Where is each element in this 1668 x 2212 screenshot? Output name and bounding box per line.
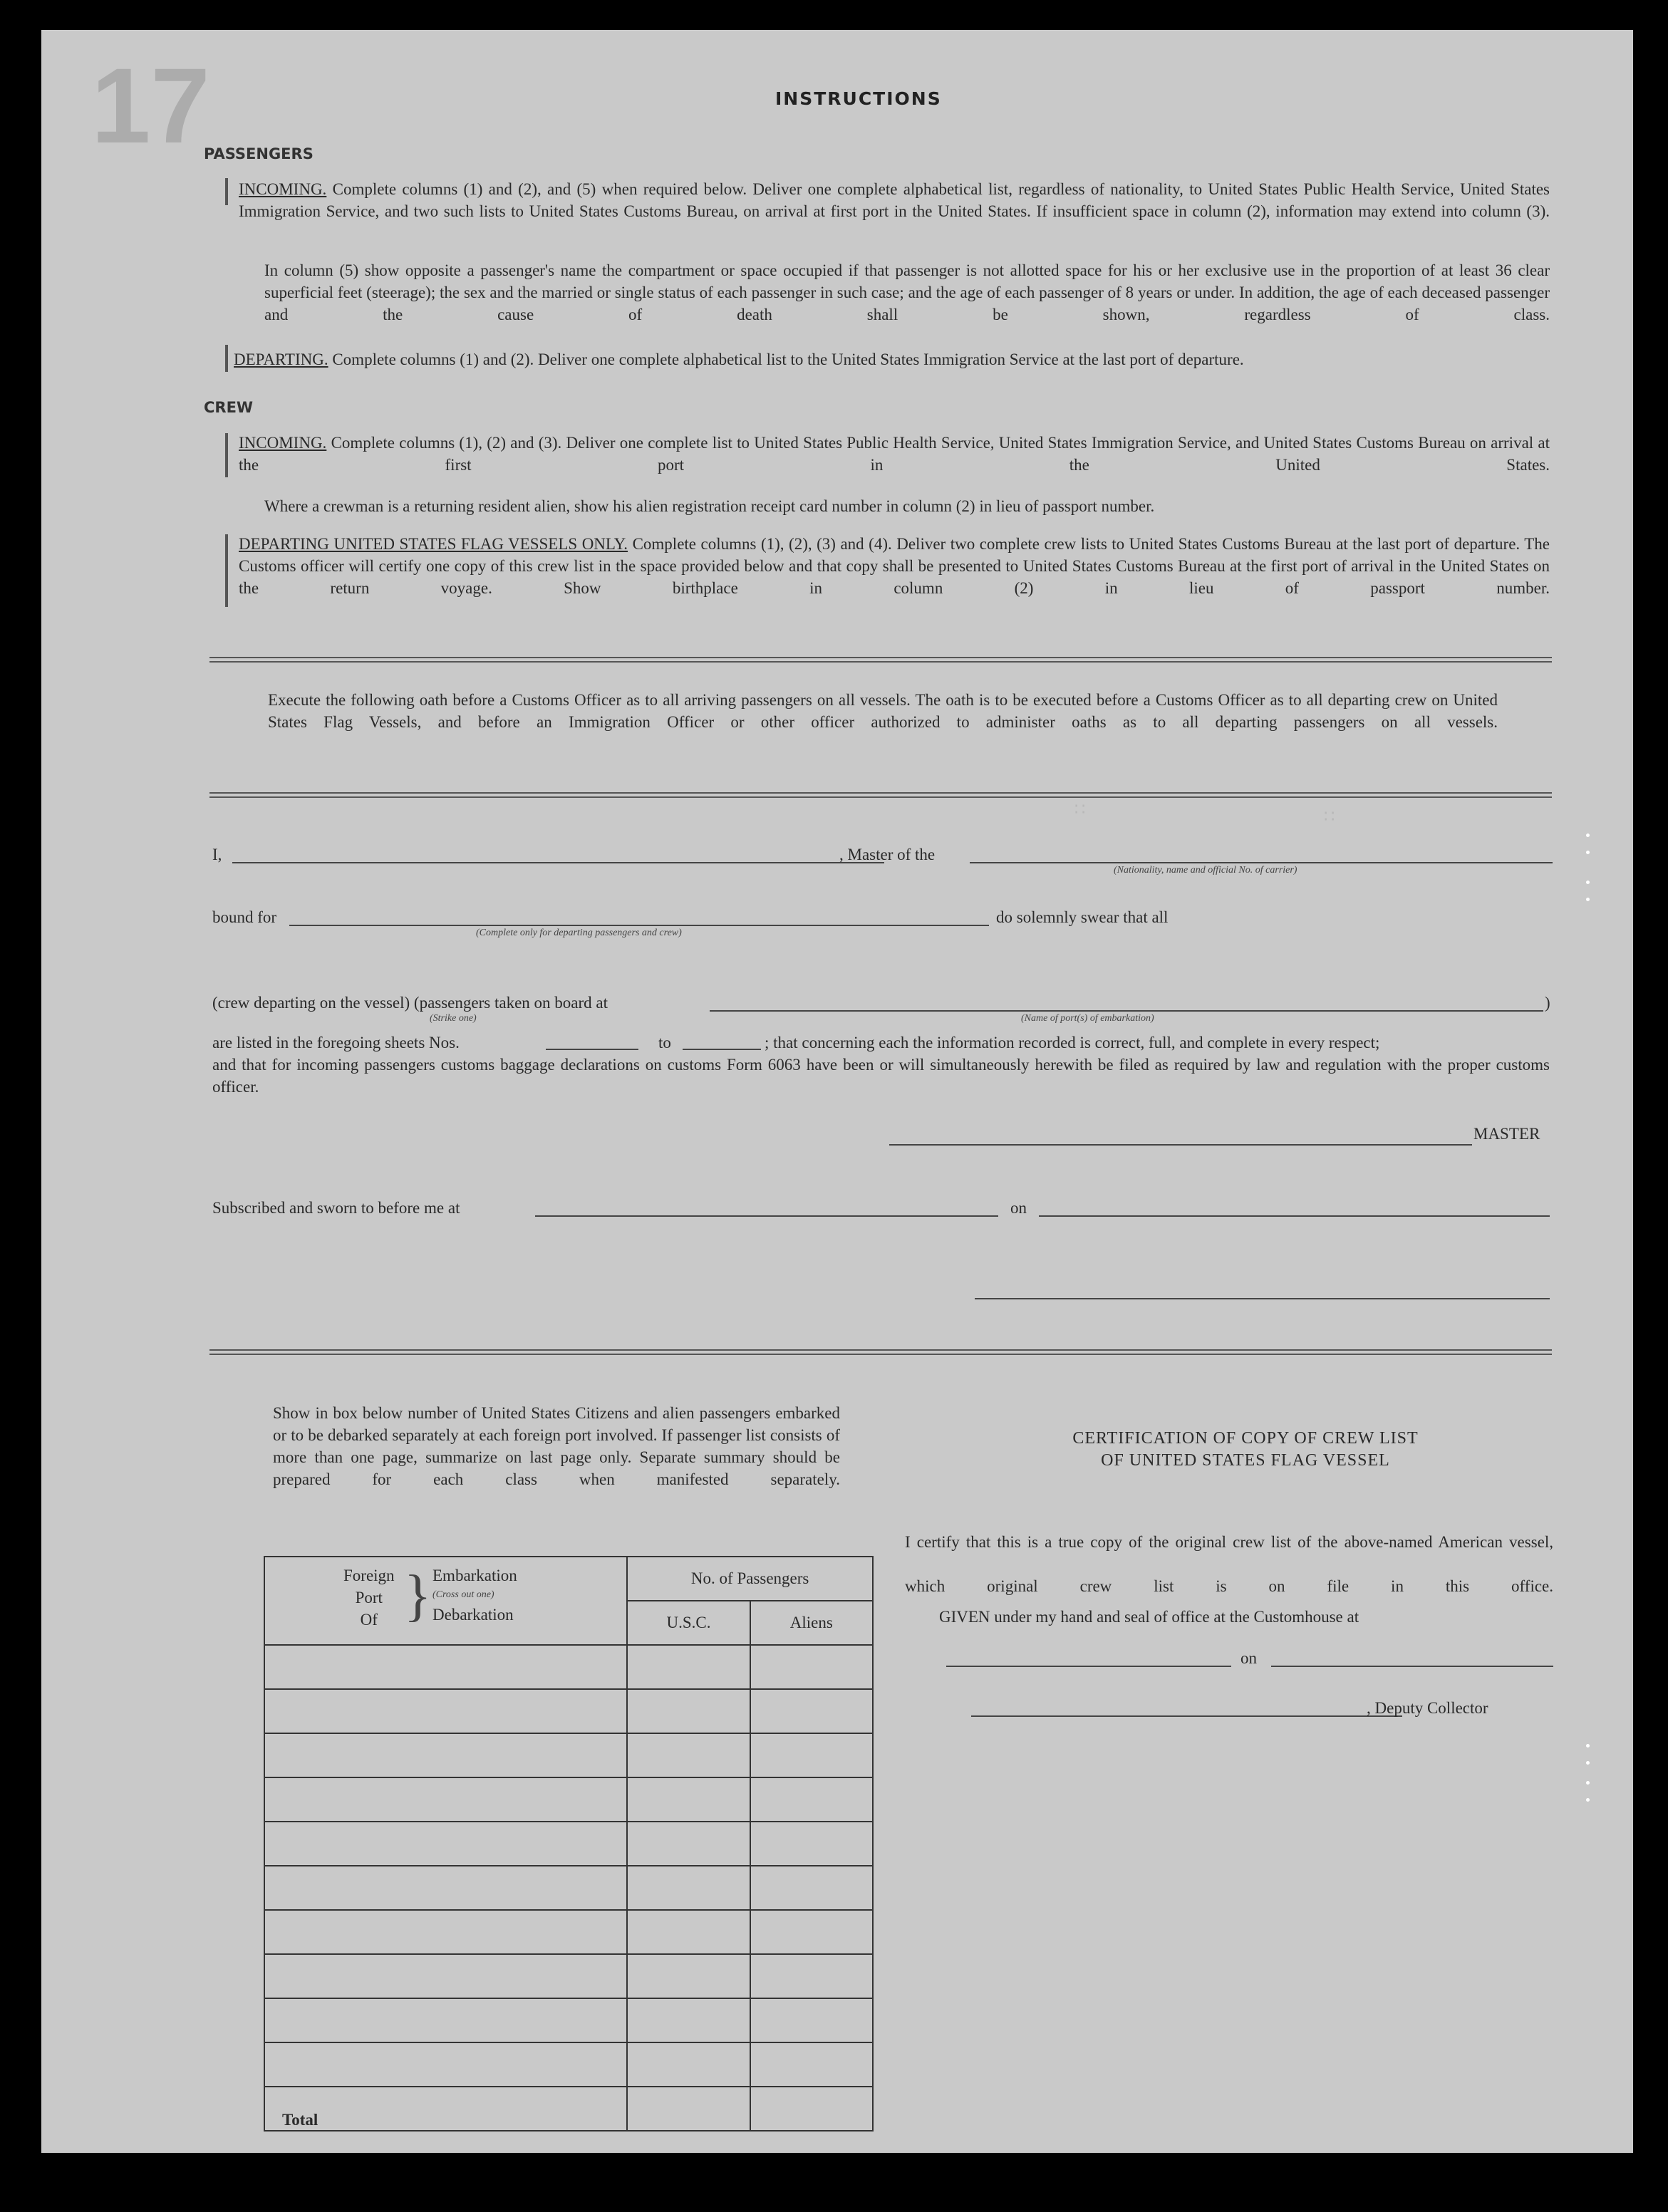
aliens-cell[interactable] xyxy=(750,1866,873,1910)
passengers-incoming-label: INCOMING. xyxy=(239,180,327,198)
crew-incoming-text: Complete columns (1), (2) and (3). Deliver one complete list to United States Public Health Service, United States Immigration Service, and United States Customs Bureau on arrival at the first port in the United States. xyxy=(239,434,1550,474)
oath-listed-b: ; that concerning each the information recorded is correct, full, and complete in every respect; xyxy=(765,1034,1380,1052)
crew-incoming-paragraph xyxy=(239,432,1550,476)
table-row xyxy=(264,1645,873,1689)
table-row xyxy=(264,1822,873,1866)
passenger-summary-table xyxy=(264,1556,874,2131)
stamp-mark: 17 xyxy=(91,46,210,165)
scan-artifact-dot xyxy=(1586,881,1590,884)
foreign-port-header xyxy=(264,1557,627,1645)
table-row xyxy=(264,2042,873,2087)
usc-cell[interactable] xyxy=(627,1822,750,1866)
oath-intro: Execute the following oath before a Customs Officer as to all arriving passengers on all vessels. The oath is to be executed before a Customs Officer as to all departing crew on United States Flag Vessels, and before an Immigration Officer or other officer authorized to administer oaths as to all departing passengers on all vessels. xyxy=(268,691,1498,731)
page-title: INSTRUCTIONS xyxy=(775,88,942,109)
usc-cell[interactable] xyxy=(627,1998,750,2042)
usc-cell[interactable] xyxy=(627,1645,750,1689)
oath-listed-a: are listed in the foregoing sheets Nos. xyxy=(212,1034,460,1052)
section-divider xyxy=(209,1349,1552,1355)
embarkation-port-field[interactable] xyxy=(710,1010,1543,1012)
oath-listed-c: and that for incoming passengers customs baggage declarations on customs Form 6063 have been or will simultaneously herewith be filed as required by law and regulation with the proper customs officer. xyxy=(212,1056,1550,1096)
carrier-field[interactable] xyxy=(970,862,1553,863)
aliens-cell[interactable] xyxy=(750,1910,873,1954)
port-cell[interactable] xyxy=(264,1645,627,1689)
scan-artifact-dot xyxy=(1586,1798,1590,1802)
form-page xyxy=(41,30,1633,2153)
customhouse-place-field[interactable] xyxy=(946,1666,1231,1667)
crew-departing-label: DEPARTING UNITED STATES FLAG VESSELS ONLY. xyxy=(239,535,628,553)
table-row xyxy=(264,1733,873,1777)
crew-departing-paragraph xyxy=(239,533,1550,599)
summary-instructions: Show in box below number of United States Citizens and alien passengers embarked or to be debarked separately at each foreign port involved. If passenger list consists of more than one page, summarize on last page only. Separate summary should be prepared for each class when manifested separately. xyxy=(273,1404,840,1488)
port-cell[interactable] xyxy=(264,1733,627,1777)
oath-listed-line xyxy=(212,1032,1550,1054)
usc-cell[interactable] xyxy=(627,1733,750,1777)
embark-debark-label: Embarkation (Cross out one) Debarkation xyxy=(432,1567,517,1624)
subscribed-date-field[interactable] xyxy=(1039,1215,1550,1217)
passengers-column5-paragraph: In column (5) show opposite a passenger's name the compartment or space occupied if that passenger is not allotted space for his or her exclusive use in the proportion of at least 36 clear superficial feet (steerage); the sex and the married or single status of each passenger in such case; and the age of each passenger of 8 years or under. In addition, the age of each deceased passenger and the cause of death shall be shown, regardless of class. xyxy=(264,261,1550,323)
port-cell[interactable] xyxy=(264,1689,627,1733)
bound-for-note: (Complete only for departing passengers and crew) xyxy=(476,928,682,938)
bleed-through-mark: ∷ xyxy=(1324,807,1335,826)
total-label: Total xyxy=(264,2087,627,2131)
section-divider xyxy=(209,792,1552,798)
table-row xyxy=(264,1910,873,1954)
passenger-count-header: No. of Passengers xyxy=(627,1557,873,1601)
port-cell[interactable] xyxy=(264,1866,627,1910)
aliens-cell[interactable] xyxy=(750,1689,873,1733)
port-cell[interactable] xyxy=(264,1998,627,2042)
margin-bar xyxy=(225,345,228,372)
margin-bar xyxy=(225,433,228,477)
usc-cell[interactable] xyxy=(627,1866,750,1910)
port-cell[interactable] xyxy=(264,1777,627,1822)
master-signature-field[interactable] xyxy=(889,1144,1472,1146)
aliens-cell[interactable] xyxy=(750,1777,873,1822)
bound-for-field[interactable] xyxy=(289,925,989,926)
table-row xyxy=(264,1954,873,1998)
oath-i-label: I, xyxy=(212,846,222,863)
certify-text: I certify that this is a true copy of the original crew list of the above-named American vessel, which original crew list is on file in this office. xyxy=(905,1533,1553,1595)
total-aliens-cell[interactable] xyxy=(750,2087,873,2131)
scan-artifact-dot xyxy=(1586,1744,1590,1748)
passengers-departing-label: DEPARTING. xyxy=(234,351,328,368)
port-cell[interactable] xyxy=(264,1910,627,1954)
deputy-label: , Deputy Collector xyxy=(1367,1699,1488,1717)
usc-cell[interactable] xyxy=(627,1954,750,1998)
crew-heading: CREW xyxy=(204,399,254,416)
passengers-incoming-paragraph xyxy=(239,178,1550,222)
aliens-cell[interactable] xyxy=(750,1822,873,1866)
scan-artifact-dot xyxy=(1586,851,1590,854)
bleed-through-mark: ∷ xyxy=(1074,800,1086,819)
port-note: (Name of port(s) of embarkation) xyxy=(1021,1013,1154,1024)
usc-header: U.S.C. xyxy=(627,1601,750,1645)
crew-resident-paragraph: Where a crewman is a returning resident alien, show his alien registration receipt card number in column (2) in lieu of passport number. xyxy=(264,497,1155,515)
oath-crew-departing: (crew departing on the vessel) (passengers taken on board at xyxy=(212,994,608,1012)
foreign-port-label: Foreign Port Of xyxy=(343,1567,395,1629)
aliens-cell[interactable] xyxy=(750,1645,873,1689)
port-cell[interactable] xyxy=(264,1822,627,1866)
oath-master-of: , Master of the xyxy=(839,846,936,863)
master-name-field[interactable] xyxy=(232,862,884,863)
table-row xyxy=(264,1998,873,2042)
scan-artifact-dot xyxy=(1586,834,1590,837)
deputy-signature-field[interactable] xyxy=(971,1715,1402,1717)
margin-bar xyxy=(225,534,228,607)
total-row xyxy=(264,2087,873,2131)
oath-close-paren: ) xyxy=(1545,994,1550,1012)
crew-departing-text: Complete columns (1), (2), (3) and (4). Deliver two complete crew lists to United States Customs Bureau at the last port of departure. The Customs officer will certify one copy of this crew list in the space provided below and that copy shall be presented to United States Customs Bureau at the first port of arrival in the United States on the return voyage. Show birthplace in column (2) in lieu of passport number. xyxy=(239,535,1550,597)
margin-bar xyxy=(225,178,228,205)
aliens-header: Aliens xyxy=(750,1601,873,1645)
section-divider xyxy=(209,657,1552,663)
table-row xyxy=(264,1777,873,1822)
passengers-heading: PASSENGERS xyxy=(204,145,314,162)
scan-artifact-dot xyxy=(1586,1761,1590,1765)
cert-on-label: on xyxy=(1240,1649,1257,1667)
usc-cell[interactable] xyxy=(627,1689,750,1733)
aliens-cell[interactable] xyxy=(750,1954,873,1998)
usc-cell[interactable] xyxy=(627,2042,750,2087)
aliens-cell[interactable] xyxy=(750,1733,873,1777)
sheet-from-field[interactable] xyxy=(546,1049,638,1050)
oath-on-label: on xyxy=(1010,1199,1027,1217)
cert-date-field[interactable] xyxy=(1271,1666,1553,1667)
passengers-departing-paragraph xyxy=(234,348,1550,370)
oath-listed-to: to xyxy=(658,1034,671,1052)
total-usc-cell[interactable] xyxy=(627,2087,750,2131)
subscribed-place-field[interactable] xyxy=(535,1215,998,1217)
passengers-departing-text: Complete columns (1) and (2). Deliver one complete alphabetical list to the United States Immigration Service at the last port of departure. xyxy=(332,351,1244,368)
table-row xyxy=(264,1689,873,1733)
oath-subscribed: Subscribed and sworn to before me at xyxy=(212,1199,460,1217)
certification-heading: CERTIFICATION OF COPY OF CREW LIST OF UNITED STATES FLAG VESSEL xyxy=(1072,1429,1419,1470)
scan-artifact-dot xyxy=(1586,1781,1590,1785)
usc-cell[interactable] xyxy=(627,1777,750,1822)
passengers-incoming-text: Complete columns (1) and (2), and (5) when required below. Deliver one complete alphabetical list, regardless of nationality, to United States Public Health Service, United States Immigration Service, and two such lists to United States Customs Bureau, on arrival at first port in the United States. If insufficient space in column (2), information may extend into column (3). xyxy=(239,180,1550,220)
scan-artifact-dot xyxy=(1586,898,1590,901)
sheet-to-field[interactable] xyxy=(683,1049,761,1050)
officer-signature-field[interactable] xyxy=(975,1298,1550,1299)
port-cell[interactable] xyxy=(264,2042,627,2087)
carrier-note: (Nationality, name and official No. of carrier) xyxy=(1114,865,1297,876)
master-label: MASTER xyxy=(1473,1125,1540,1143)
crew-incoming-label: INCOMING. xyxy=(239,434,327,452)
given-text: GIVEN under my hand and seal of office at the Customhouse at xyxy=(939,1608,1359,1626)
port-cell[interactable] xyxy=(264,1954,627,1998)
brace-icon: } xyxy=(404,1564,432,1627)
usc-cell[interactable] xyxy=(627,1910,750,1954)
table-row xyxy=(264,1866,873,1910)
oath-swear: do solemnly swear that all xyxy=(996,908,1169,926)
oath-bound-for: bound for xyxy=(212,908,277,926)
strike-note: (Strike one) xyxy=(430,1013,477,1024)
aliens-cell[interactable] xyxy=(750,2042,873,2087)
aliens-cell[interactable] xyxy=(750,1998,873,2042)
